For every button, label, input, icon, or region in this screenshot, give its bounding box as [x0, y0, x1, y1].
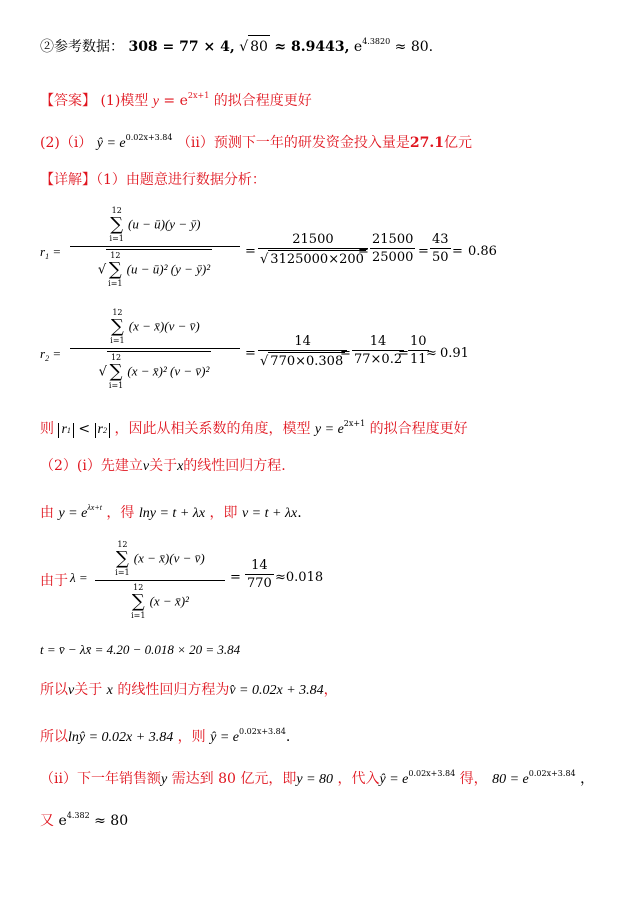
r1-step2: $\frac{21500}{25000}$: [372, 232, 414, 265]
r1-lhs: $r_1$ =: [40, 244, 62, 261]
abs-compare: r1 < r2: [58, 421, 110, 437]
r1-num-expr: (u − ū)(y − ȳ): [128, 216, 201, 232]
also-line: 又 $e^{4.382} \approx 80$: [40, 811, 129, 829]
regression-line: 所以v关于 x 的线性回归方程为v̂ = 0.02x + 3.84，: [40, 682, 338, 698]
r2-result: 0.91: [440, 346, 469, 361]
r1-equation: $r_1$ = 12 ∑ i=1 (u − ū)(y − ȳ) √ 12 ∑ i=1 (u − ū)² (y − ȳ)² = $\frac{21500}{√ 3125000\times 200}$ = $\frac{21500}{25000}$ = $\frac{43}{50}$ = 0.86: [40, 206, 497, 288]
answer-part1-lhs: y: [152, 94, 159, 109]
reference-sqrt: √ 80: [239, 39, 270, 55]
r2-num-expr: (x − x̄)(v − v̄): [128, 318, 200, 334]
answer-part2-prefix: (2)（i）: [40, 135, 93, 151]
detail-label: 【详解】: [40, 172, 96, 188]
r2-step2: $\frac{14}{77\times 0.2}$: [354, 334, 403, 367]
answer-part1: [40, 86, 312, 112]
r1-step1: $\frac{21500}{√ 3125000\times 200}$: [258, 232, 368, 267]
reference-eq2-value: ≈ 8.9443,: [274, 39, 350, 55]
r2-step3: $\frac{10}{11}$: [410, 334, 427, 367]
answer-part1-suffix: 的拟合程度更好: [213, 93, 312, 109]
reference-eq3-base: e: [353, 39, 363, 55]
reference-eq3-exp: 4.3820: [362, 37, 391, 46]
lambda-equation: 由于 λ = 12 ∑ i=1 (x − x̄)(v − v̄) 12 ∑ i=1 (x − x̄)² = $\frac{14}{770}$ ≈0.018: [40, 540, 324, 620]
r2-equation: $r_2$ = 12 ∑ i=1 (x − x̄)(v − v̄) √ 12 ∑ i=1 (x − x̄)² (v − v̄)² = $\frac{14}{√ 770\times 0.308}$ = $\frac{14}{77\times 0.2}$ = $\frac{10}{11}$ ≈ 0.91: [40, 308, 469, 390]
answer-part2: [40, 128, 472, 154]
r1-result: 0.86: [468, 244, 497, 259]
r1-num-sum: 12 ∑ i=1: [109, 206, 124, 243]
reference-eq1: 308 = 77 × 4,: [128, 39, 235, 55]
answer-label: 【答案】: [40, 93, 96, 109]
t-equation: t = v̄ − λx̄ = 4.20 − 0.018 × 20 = 3.84: [40, 642, 241, 657]
r1-step3: $\frac{43}{50}$: [432, 232, 449, 265]
answer-part2-exp: 0.02x+3.84: [125, 133, 173, 142]
answer-part1-eq: = e: [158, 93, 188, 109]
r1-den-sum1: 12 ∑ i=1: [108, 251, 123, 288]
lambda-fraction: 12 ∑ i=1 (x − x̄)(v − v̄) 12 ∑ i=1 (x − x̄)²: [95, 540, 225, 621]
answer-part1-exp: 2x+1: [187, 91, 210, 100]
answer-part2-mid: （ii）预测下一年的研发资金投入量是: [176, 135, 410, 151]
r2-main-fraction: 12 ∑ i=1 (x − x̄)(v − v̄) √ 12 ∑ i=1 (x − x̄)² (v − v̄)²: [70, 308, 240, 391]
r1-den-expr: (u − ū)² (y − ȳ)²: [126, 261, 211, 277]
part2-intro: （2）(i）先建立v关于x的线性回归方程.: [40, 458, 286, 474]
reference-sqrt-radicand: 80: [248, 35, 270, 57]
detail-intro-text: （1）由题意进行数据分析：: [96, 172, 266, 188]
conclusion1: 则 r1 < r2 ，因此从相关系数的角度，模型 $y = e^{2x+1}$ 的拟合程度更好: [40, 419, 468, 437]
ii-line: （ii）下一年销售额y 需达到 80 亿元，即y = 80 ，代入ŷ = $e^{0.02x+3.84}$ 得， $80 = e^{0.02x+3.84}$ ，: [40, 769, 595, 787]
r2-num-sum: 12 ∑ i=1: [110, 308, 125, 345]
r2-den-expr: (x − x̄)² (v − v̄)²: [127, 363, 210, 379]
answer-part2-formula: ŷ = e: [96, 136, 126, 151]
answer-part2-unit: 亿元: [444, 135, 473, 151]
reference-eq3-rest: ≈ 80.: [394, 39, 434, 55]
reference-label: ②参考数据：: [40, 39, 124, 55]
ln-line: 所以lnŷ = 0.02x + 3.84 ，则 ŷ = $e^{0.02x+3.84}$.: [40, 727, 291, 745]
derive-line: 由 $y = e^{\lambda x+t}$ ，得 lny = t + λx ，即 v = t + λx.: [40, 503, 302, 521]
r2-den-sum: 12 ∑ i=1: [108, 353, 124, 390]
answer-part2-value: 27.1: [409, 135, 445, 151]
r2-step1: $\frac{14}{√ 770\times 0.308}$: [258, 334, 347, 369]
answer-part1-prefix: (1)模型: [100, 93, 149, 109]
detail-intro: [40, 170, 266, 190]
r2-lhs: $r_2$ =: [40, 346, 62, 363]
reference-line: [40, 32, 433, 57]
r1-main-fraction: 12 ∑ i=1 (u − ū)(y − ȳ) √ 12 ∑ i=1 (u − ū)² (y − ȳ)²: [70, 206, 240, 289]
